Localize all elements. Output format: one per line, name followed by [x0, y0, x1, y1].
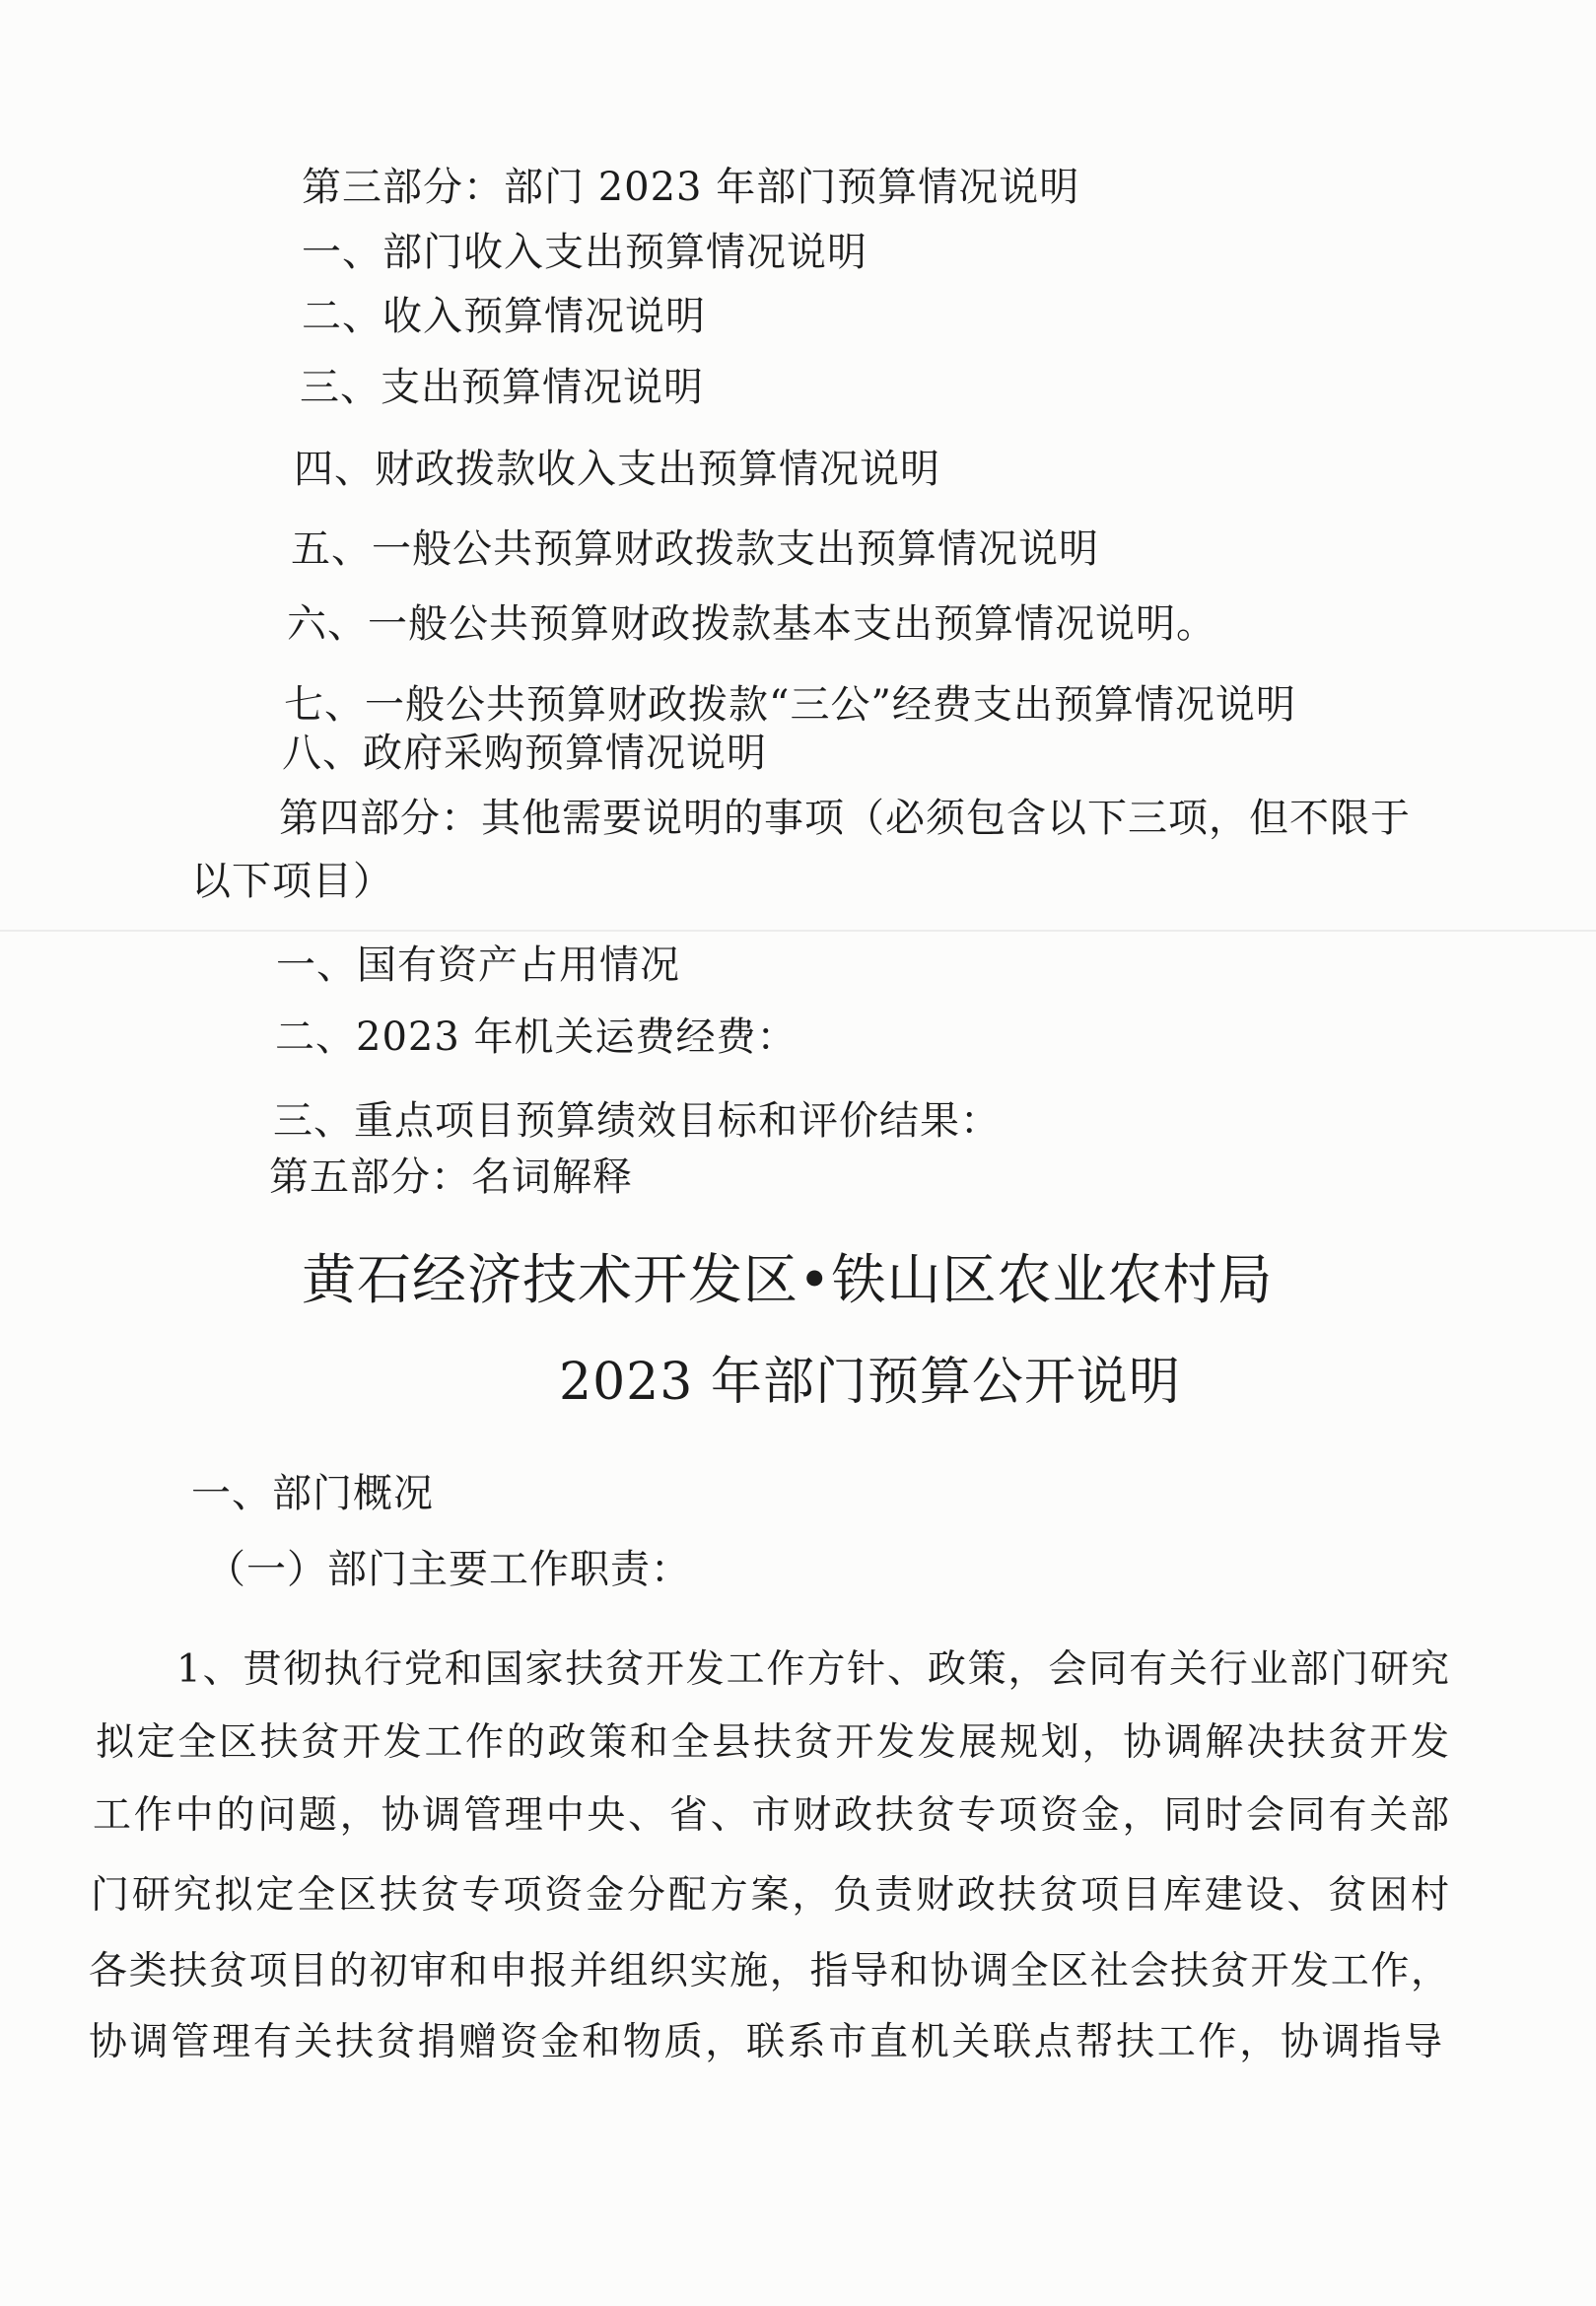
- toc-part3-item: 八、政府采购预算情况说明: [282, 731, 767, 776]
- toc-part3-item: 六、一般公共预算财政拨款基本支出预算情况说明。: [287, 601, 1216, 647]
- toc-part3-item: 一、部门收入支出预算情况说明: [302, 230, 867, 275]
- document-title-line-1: 黄石经济技术开发区•铁山区农业农村局: [302, 1248, 1274, 1311]
- toc-part3-item: 五、一般公共预算财政拨款支出预算情况说明: [291, 526, 1099, 572]
- toc-part3-item: 四、财政拨款收入支出预算情况说明: [294, 447, 940, 492]
- paragraph-line: 门研究拟定全区扶贫专项资金分配方案，负责财政扶贫项目库建设、贫困村: [91, 1873, 1449, 1918]
- paragraph-line: 拟定全区扶贫开发工作的政策和全县扶贫开发发展规划，协调解决扶贫开发: [96, 1720, 1449, 1765]
- paragraph-line: 协调管理有关扶贫捐赠资金和物质，联系市直机关联点帮扶工作，协调指导: [89, 2020, 1442, 2064]
- toc-part4-heading: 第四部分：其他需要说明的事项（必须包含以下三项，但不限于: [279, 796, 1411, 841]
- subsection-heading: （一）部门主要工作职责：: [206, 1547, 691, 1592]
- toc-part4-heading-continued: 以下项目）: [191, 859, 393, 904]
- section-heading: 一、部门概况: [191, 1471, 434, 1516]
- toc-part4-item: 二、2023 年机关运费经费：: [275, 1014, 798, 1060]
- paragraph-line: 各类扶贫项目的初审和申报并组织实施，指导和协调全区社会扶贫开发工作，: [89, 1949, 1449, 1993]
- toc-part5-heading: 第五部分：名词解释: [269, 1154, 633, 1200]
- toc-part4-item: 一、国有资产占用情况: [276, 943, 680, 988]
- toc-part3-heading: 第三部分：部门 2023 年部门预算情况说明: [302, 165, 1080, 210]
- paragraph-line: 工作中的问题，协调管理中央、省、市财政扶贫专项资金，同时会同有关部: [93, 1793, 1449, 1838]
- toc-part3-item: 三、支出预算情况说明: [300, 365, 704, 410]
- toc-part3-item: 二、收入预算情况说明: [302, 294, 706, 339]
- toc-part3-item: 七、一般公共预算财政拨款“三公”经费支出预算情况说明: [284, 682, 1296, 728]
- document-title-line-2: 2023 年部门预算公开说明: [559, 1353, 1181, 1412]
- paragraph-line: 1、贯彻执行党和国家扶贫开发工作方针、政策，会同有关行业部门研究: [176, 1647, 1449, 1692]
- toc-part4-item: 三、重点项目预算绩效目标和评价结果：: [273, 1098, 1001, 1144]
- scan-seam-divider: [0, 930, 1596, 932]
